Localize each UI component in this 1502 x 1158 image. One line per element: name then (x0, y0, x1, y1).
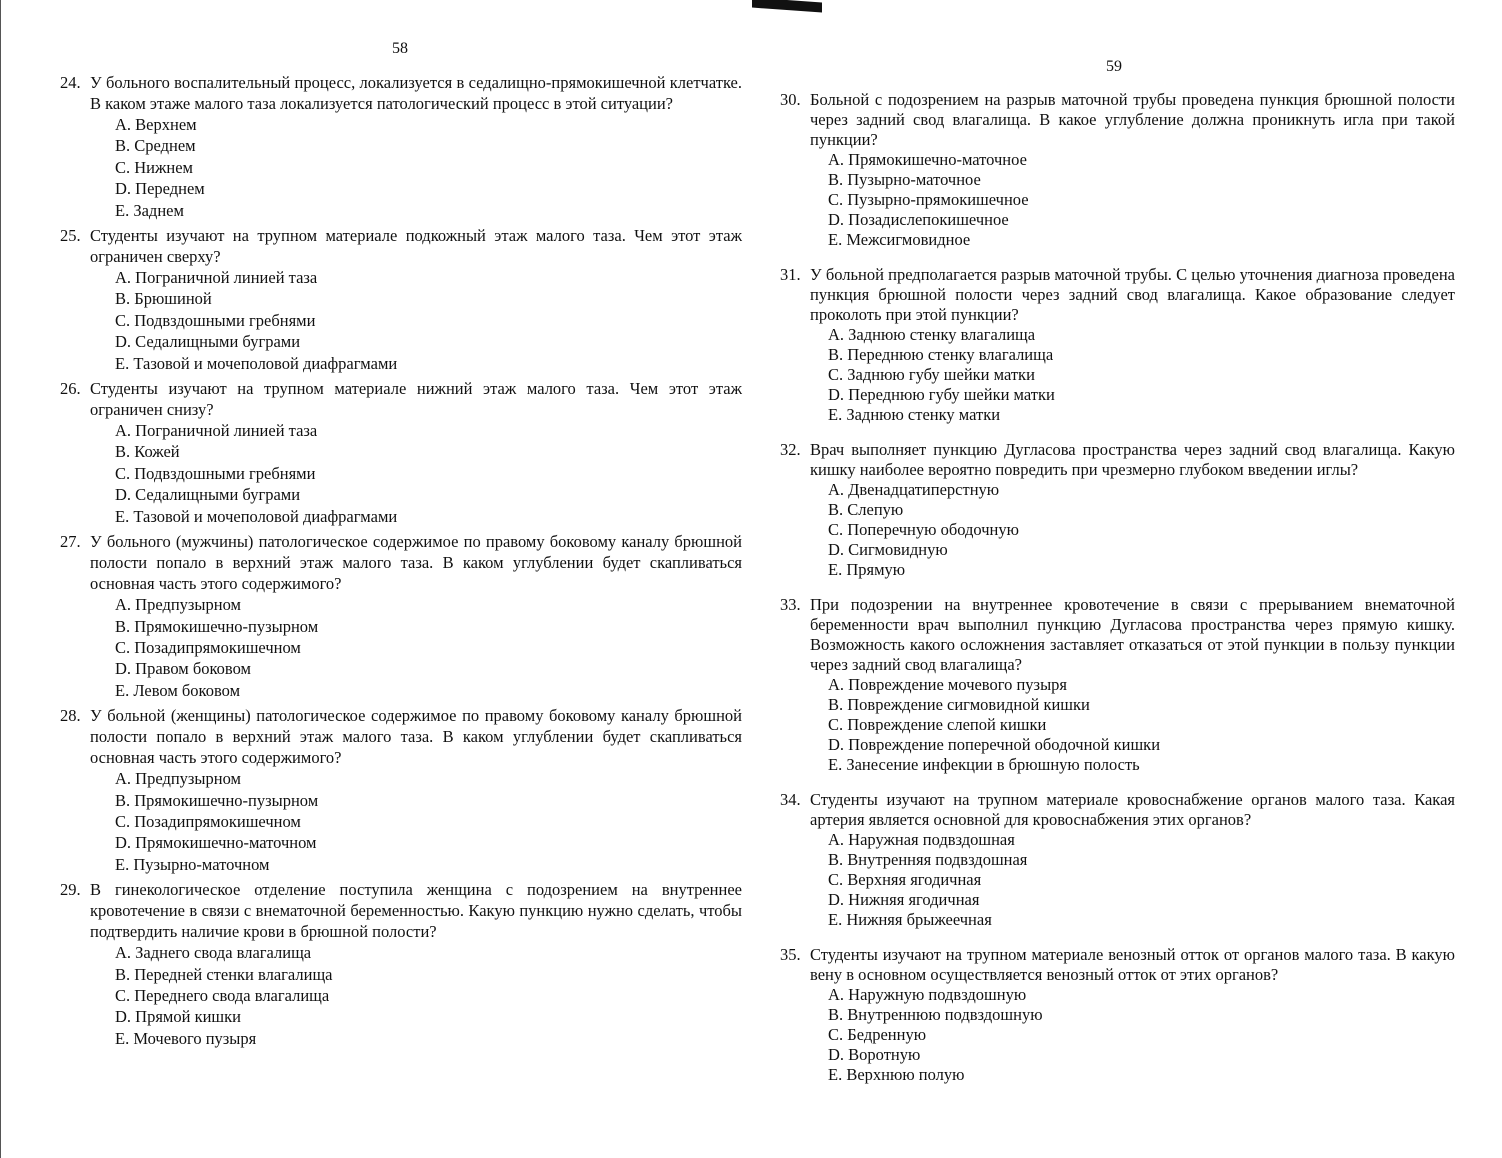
page-number: 58 (392, 40, 408, 57)
question-number: 29. (60, 880, 81, 900)
question-number: 30. (780, 90, 801, 109)
question-32 (780, 440, 1455, 580)
question-text (780, 945, 1455, 985)
question-number: 25. (60, 226, 81, 246)
answer-option: B. Слепую (828, 500, 904, 519)
answer-option: D. Прямой кишки (115, 1007, 241, 1027)
answer-option: D. Седалищными буграми (115, 485, 301, 505)
question-number: 34. (780, 790, 801, 809)
answer-options (60, 267, 742, 374)
question-text (780, 790, 1455, 830)
answer-option: E. Тазовой и мочеполовой диафрагмами (115, 506, 398, 526)
answer-option: B. Прямокишечно-пузырном (115, 616, 319, 636)
question-number: 26. (60, 379, 81, 399)
answer-option: E. Верхнюю полую (828, 1065, 965, 1084)
answer-option: A. Заднюю стенку влагалища (828, 325, 1036, 344)
question-body: Студенты изучают на трупном материале кровоснабжение органов малого таза. Какая артерия является основной для кровоснабжения этих органов? (810, 790, 1455, 829)
answer-option: A. Заднего свода влагалища (115, 943, 312, 963)
answer-option: E. Занесение инфекции в брюшную полость (828, 755, 1140, 774)
answer-option: E. Межсигмовидное (828, 230, 971, 249)
answer-option: B. Внутренняя подвздошная (828, 850, 1028, 869)
answer-options (780, 675, 1455, 775)
answer-option: D. Нижняя ягодичная (828, 890, 980, 909)
question-body: Больной с подозрением на разрыв маточной трубы проведена пункция брюшной полости через задний свод влагалища. В какое углубление должна проникнуть игла при такой пункции? (810, 90, 1455, 149)
question-body: У больной предполагается разрыв маточной трубы. С целью уточнения диагноза проведена пункция брюшной полости через задний свод влагалища. Какое образование следует проколоть при этой пункции? (810, 265, 1455, 324)
answer-options (60, 420, 742, 527)
answer-option: C. Переднего свода влагалища (115, 985, 330, 1005)
question-number: 31. (780, 265, 801, 284)
answer-option: C. Бедренную (828, 1025, 927, 1044)
question-text (60, 705, 742, 768)
answer-option: C. Подвздошными гребнями (115, 463, 316, 483)
answer-options (780, 830, 1455, 930)
question-number: 33. (780, 595, 801, 614)
answer-option: D. Повреждение поперечной ободочной кишки (828, 735, 1161, 754)
answer-option: A. Верхнем (115, 115, 197, 134)
question-text (60, 72, 742, 114)
answer-option: A. Наружную подвздошную (828, 985, 1027, 1004)
answer-option: C. Поперечную ободочную (828, 520, 1019, 539)
answer-option: E. Заднем (115, 200, 184, 220)
answer-options (780, 325, 1455, 425)
answer-option: B. Пузырно-маточное (828, 170, 981, 189)
answer-option: D. Правом боковом (115, 659, 251, 679)
answer-option: D. Позадислепокишечное (828, 210, 1009, 229)
answer-option: E. Левом боковом (115, 680, 241, 700)
question-number: 35. (780, 945, 801, 964)
question-number: 28. (60, 706, 81, 726)
question-text (780, 440, 1455, 480)
scan-edge-lines (0, 0, 9, 1158)
answer-options (780, 985, 1455, 1085)
question-24 (60, 72, 742, 221)
answer-option: E. Прямую (828, 560, 906, 579)
answer-option: C. Пузырно-прямокишечное (828, 190, 1029, 209)
question-body: При подозрении на внутреннее кровотечение в связи с прерыванием внематочной беременности врач выполнил пункцию Дугласова пространства через прямую кишку. Возможность какого осложнения заставляет отказаться от этой пункции в пользу пункции через задний свод влагалища? (810, 595, 1455, 674)
question-list (60, 72, 742, 1053)
question-text (780, 90, 1455, 150)
answer-option: C. Повреждение слепой кишки (828, 715, 1047, 734)
answer-option: A. Предпузырном (115, 769, 241, 789)
question-number: 32. (780, 440, 801, 459)
question-body: У больного (мужчины) патологическое содержимое по правому боковому каналу брюшной полости попало в верхний этаж малого таза. В каком углублении будет скапливаться основная часть этого содержимого? (90, 532, 742, 594)
answer-option: D. Воротную (828, 1045, 921, 1064)
scan-artifact (752, 0, 822, 12)
question-text (60, 378, 742, 420)
answer-option: A. Пограничной линией таза (115, 268, 318, 288)
answer-option: C. Позадипрямокишечном (115, 637, 301, 657)
answer-option: E. Тазовой и мочеполовой диафрагмами (115, 353, 398, 373)
question-30 (780, 90, 1455, 250)
answer-option: B. Внутреннюю подвздошную (828, 1005, 1043, 1024)
answer-option: D. Переднюю губу шейки матки (828, 385, 1055, 404)
answer-options (60, 114, 742, 221)
answer-options (60, 594, 742, 701)
question-body: Студенты изучают на трупном материале подкожный этаж малого таза. Чем этот этаж ограничен сверху? (90, 226, 742, 267)
question-text (780, 265, 1455, 325)
answer-option: A. Наружная подвздошная (828, 830, 1015, 849)
answer-option: C. Заднюю губу шейки матки (828, 365, 1035, 384)
question-body: В гинекологическое отделение поступила женщина с подозрением на внутреннее кровотечение в связи с внематочной беременностью. Какую пункцию нужно сделать, чтобы подтвердить наличие крови в брюшной полости? (90, 880, 742, 942)
question-25 (60, 225, 742, 374)
answer-options (60, 942, 742, 1049)
question-text (60, 531, 742, 594)
question-31 (780, 265, 1455, 425)
question-28 (60, 705, 742, 875)
answer-option: B. Среднем (115, 136, 196, 156)
answer-option: D. Сигмовидную (828, 540, 948, 559)
question-27 (60, 531, 742, 701)
question-body: Студенты изучают на трупном материале нижний этаж малого таза. Чем этот этаж ограничен снизу? (90, 379, 742, 420)
answer-option: E. Заднюю стенку матки (828, 405, 1001, 424)
answer-option: E. Пузырно-маточном (115, 854, 270, 874)
question-29 (60, 879, 742, 1049)
answer-option: A. Двенадцатиперстную (828, 480, 1000, 499)
answer-option: B. Кожей (115, 442, 180, 462)
answer-option: E. Мочевого пузыря (115, 1028, 257, 1048)
question-number: 24. (60, 73, 81, 92)
question-body: У больного воспалительный процесс, локализуется в седалищно-прямокишечной клетчатке. В каком этаже малого таза локализуется патологический процесс в этой ситуации? (90, 73, 742, 113)
answer-option: A. Повреждение мочевого пузыря (828, 675, 1067, 694)
answer-option: C. Нижнем (115, 157, 193, 177)
answer-option: D. Прямокишечно-маточном (115, 833, 317, 853)
answer-option: C. Подвздошными гребнями (115, 310, 316, 330)
question-body: Студенты изучают на трупном материале венозный отток от органов малого таза. В какую вену в основном осуществляется венозный отток от этих органов? (810, 945, 1455, 984)
question-body: Врач выполняет пункцию Дугласова пространства через задний свод влагалища. Какую кишку наиболее вероятно повредить при чрезмерно глубоком введении иглы? (810, 440, 1455, 479)
answer-options (780, 150, 1455, 250)
question-number: 27. (60, 532, 81, 552)
question-35 (780, 945, 1455, 1085)
question-33 (780, 595, 1455, 775)
answer-options (780, 480, 1455, 580)
answer-option: A. Прямокишечно-маточное (828, 150, 1027, 169)
answer-option: B. Переднюю стенку влагалища (828, 345, 1054, 364)
question-34 (780, 790, 1455, 930)
question-body: У больной (женщины) патологическое содержимое по правому боковому каналу брюшной полости попало в верхний этаж малого таза. В каком углублении будет скапливаться основная часть этого содержимого? (90, 706, 742, 768)
question-text (780, 595, 1455, 675)
answer-option: D. Переднем (115, 179, 205, 199)
question-text (60, 225, 742, 267)
answer-option: D. Седалищными буграми (115, 332, 301, 352)
answer-option: A. Предпузырном (115, 595, 241, 615)
question-text (60, 879, 742, 942)
answer-option: B. Прямокишечно-пузырном (115, 790, 319, 810)
page-number: 59 (1106, 58, 1122, 75)
question-list (780, 90, 1455, 1100)
answer-option: E. Нижняя брыжеечная (828, 910, 992, 929)
answer-option: B. Повреждение сигмовидной кишки (828, 695, 1090, 714)
answer-option: C. Позадипрямокишечном (115, 811, 301, 831)
answer-options (60, 768, 742, 875)
question-26 (60, 378, 742, 527)
answer-option: A. Пограничной линией таза (115, 421, 318, 441)
answer-option: B. Брюшиной (115, 289, 212, 309)
answer-option: B. Передней стенки влагалища (115, 964, 333, 984)
answer-option: C. Верхняя ягодичная (828, 870, 982, 889)
